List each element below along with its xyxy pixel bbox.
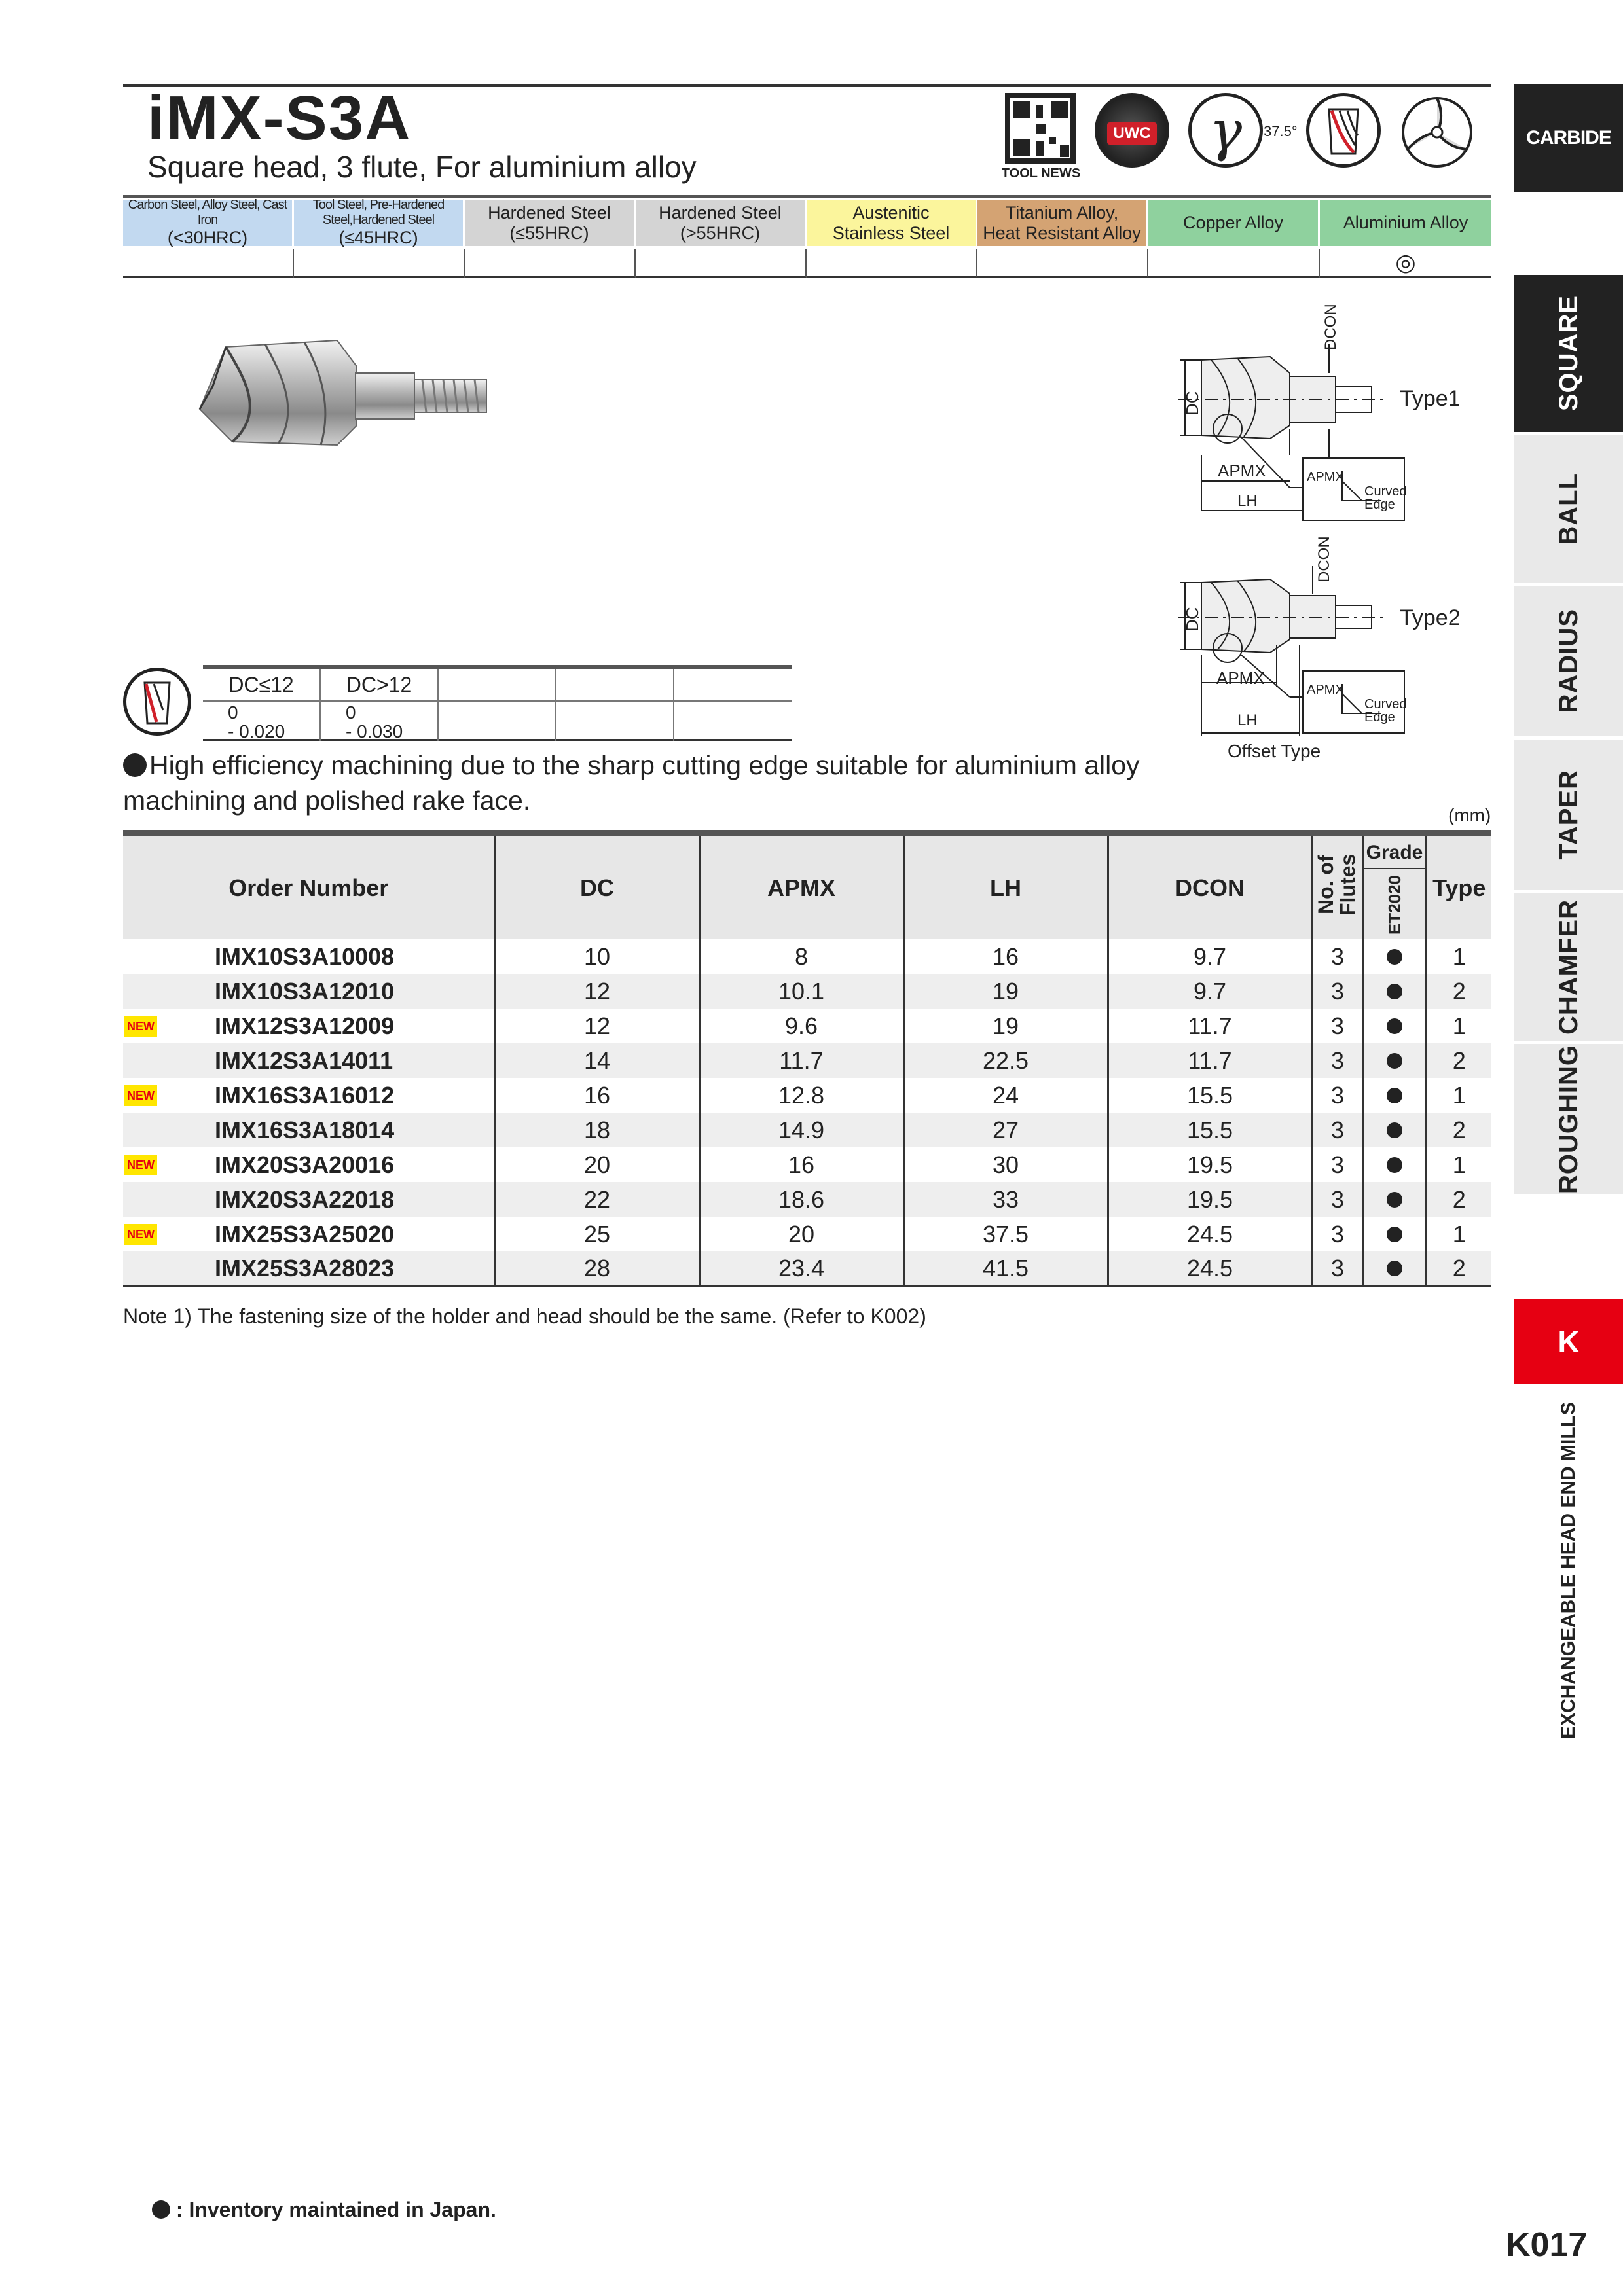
stock-dot-icon — [1387, 1018, 1402, 1034]
table-row — [123, 939, 1491, 974]
order-number-cell: IMX20S3A22018 — [123, 1182, 495, 1217]
dc-cell: 12 — [495, 974, 699, 1009]
tolerance-table — [203, 665, 792, 741]
table-row — [123, 1078, 1491, 1113]
type-cell: 2 — [1426, 1182, 1491, 1217]
stock-dot-icon — [1387, 1157, 1402, 1173]
lh-cell: 16 — [903, 939, 1108, 974]
flutes-cell: 3 — [1312, 974, 1363, 1009]
type1-curved-label: Curved — [1364, 484, 1407, 499]
offset-type-label: Offset Type — [1228, 741, 1321, 761]
flutes-cell: 3 — [1312, 1043, 1363, 1078]
unit-label: (mm) — [1448, 805, 1491, 825]
table-row — [123, 1182, 1491, 1217]
material-hardened-steel-over-55: Hardened Steel (>55HRC) — [636, 200, 807, 246]
tolerance-col-3 — [439, 669, 556, 741]
material-mark-0 — [123, 249, 294, 278]
table-row — [123, 1217, 1491, 1251]
lh-cell: 22.5 — [903, 1043, 1108, 1078]
dcon-cell: 15.5 — [1108, 1113, 1312, 1147]
order-number-cell: NEW IMX16S3A16012 — [123, 1078, 495, 1113]
rake-angle-icon — [1188, 93, 1263, 168]
tolerance-col-4 — [556, 669, 674, 741]
header-grade: Grade ET2020 — [1363, 833, 1426, 939]
tool-news-label: TOOL NEWS — [1001, 166, 1081, 181]
dc-cell: 14 — [495, 1043, 699, 1078]
stock-dot-icon — [1387, 949, 1402, 965]
stock-dot-icon — [1387, 1227, 1402, 1242]
tab-chamfer[interactable]: CHAMFER — [1514, 893, 1623, 1041]
tab-roughing[interactable]: ROUGHING — [1514, 1044, 1623, 1194]
tab-square[interactable]: SQUARE — [1514, 275, 1623, 432]
type-cell: 2 — [1426, 1251, 1491, 1286]
helix-angle-label: 37.5° — [1264, 123, 1298, 139]
flutes-cell: 3 — [1312, 1113, 1363, 1147]
new-badge: NEW — [124, 1224, 157, 1245]
type-cell: 1 — [1426, 1009, 1491, 1043]
dc-cell: 18 — [495, 1113, 699, 1147]
flutes-cell: 3 — [1312, 1009, 1363, 1043]
type-cell: 1 — [1426, 1078, 1491, 1113]
bullet-icon — [123, 753, 147, 777]
page-number: K017 — [1506, 2226, 1588, 2264]
material-mark-1 — [294, 249, 465, 278]
type-cell: 2 — [1426, 974, 1491, 1009]
type-cell: 1 — [1426, 939, 1491, 974]
order-number-cell: IMX12S3A14011 — [123, 1043, 495, 1078]
grade-cell — [1363, 1078, 1426, 1113]
type1-dcon-label: DCON — [1322, 304, 1340, 350]
table-row — [123, 1113, 1491, 1147]
new-badge: NEW — [124, 1085, 157, 1106]
dcon-cell: 24.5 — [1108, 1217, 1312, 1251]
grade-cell — [1363, 1147, 1426, 1182]
tolerance-col-1: DC≤12 0 - 0.020 — [203, 669, 321, 741]
tab-radius[interactable]: RADIUS — [1514, 586, 1623, 736]
lh-cell: 19 — [903, 974, 1108, 1009]
dcon-cell: 9.7 — [1108, 939, 1312, 974]
order-number-cell: NEW IMX25S3A25020 — [123, 1217, 495, 1251]
type1-apmx-label: APMX — [1218, 461, 1266, 480]
lh-cell: 37.5 — [903, 1217, 1108, 1251]
lh-cell: 19 — [903, 1009, 1108, 1043]
dc-cell: 28 — [495, 1251, 699, 1286]
apmx-cell: 12.8 — [699, 1078, 903, 1113]
type2-lh-label: LH — [1237, 711, 1258, 729]
header-type: Type — [1426, 833, 1491, 939]
carbide-tab[interactable]: CARBIDE — [1514, 84, 1623, 192]
lh-cell: 27 — [903, 1113, 1108, 1147]
type-cell: 1 — [1426, 1147, 1491, 1182]
grade-cell — [1363, 1043, 1426, 1078]
dcon-cell: 11.7 — [1108, 1043, 1312, 1078]
grade-cell — [1363, 1113, 1426, 1147]
flutes-cell: 3 — [1312, 1147, 1363, 1182]
grade-cell — [1363, 974, 1426, 1009]
material-hardened-steel-55: Hardened Steel (≤55HRC) — [465, 200, 636, 246]
order-number-cell: IMX16S3A18014 — [123, 1113, 495, 1147]
stock-dot-icon — [1387, 1122, 1402, 1138]
table-row — [123, 974, 1491, 1009]
stock-dot-icon — [152, 2200, 170, 2219]
apmx-cell: 8 — [699, 939, 903, 974]
stock-dot-icon — [1387, 1192, 1402, 1208]
page-title: iMX-S3A — [147, 83, 412, 153]
tolerance-icon — [123, 668, 191, 736]
type2-dc-label: DC — [1182, 607, 1202, 632]
header-order-number: Order Number — [123, 833, 495, 939]
type1-edge-label: Edge — [1364, 497, 1395, 512]
header-flutes: No. of Flutes — [1312, 833, 1363, 939]
table-row — [123, 1251, 1491, 1286]
material-mark-4 — [807, 249, 977, 278]
flutes-cell: 3 — [1312, 1217, 1363, 1251]
table-row — [123, 1147, 1491, 1182]
grade-cell — [1363, 1251, 1426, 1286]
uwc-label: UWC — [1107, 122, 1157, 145]
order-number-cell: IMX25S3A28023 — [123, 1251, 495, 1286]
flutes-cell: 3 — [1312, 1182, 1363, 1217]
material-carbon-steel: Carbon Steel, Alloy Steel, Cast Iron (<30HRC) — [123, 200, 294, 246]
apmx-cell: 23.4 — [699, 1251, 903, 1286]
section-k-tab[interactable]: K — [1514, 1299, 1623, 1384]
dcon-cell: 24.5 — [1108, 1251, 1312, 1286]
type2-dcon-label: DCON — [1315, 536, 1333, 583]
type2-curved-label: Curved — [1364, 697, 1407, 711]
type2-detail-apmx: APMX — [1307, 683, 1344, 697]
material-mark-5 — [977, 249, 1148, 278]
apmx-cell: 20 — [699, 1217, 903, 1251]
flutes-cell: 3 — [1312, 1078, 1363, 1113]
material-mark-3 — [636, 249, 807, 278]
type-cell: 2 — [1426, 1043, 1491, 1078]
header-apmx: APMX — [699, 833, 903, 939]
tab-taper[interactable]: TAPER — [1514, 740, 1623, 890]
stock-dot-icon — [1387, 984, 1402, 999]
material-tool-steel: Tool Steel, Pre-Hardened Steel,Hardened Steel (≤45HRC) — [294, 200, 465, 246]
type1-dc-label: DC — [1182, 391, 1202, 416]
type2-edge-label: Edge — [1364, 710, 1395, 725]
stock-dot-icon — [1387, 1053, 1402, 1069]
qr-code-icon[interactable] — [1005, 93, 1076, 164]
product-spec-table — [123, 830, 1491, 1287]
header-lh: LH — [903, 833, 1108, 939]
apmx-cell: 14.9 — [699, 1113, 903, 1147]
helix-angle-icon — [1306, 93, 1381, 168]
material-austenitic-stainless: Austenitic Stainless Steel — [807, 200, 977, 246]
header-dc: DC — [495, 833, 699, 939]
tolerance-col-5 — [674, 669, 792, 741]
grade-cell — [1363, 1217, 1426, 1251]
order-number-cell: IMX10S3A10008 — [215, 942, 395, 970]
table-row — [123, 1009, 1491, 1043]
material-mark-6 — [1148, 249, 1320, 278]
section-name: EXCHANGEABLE HEAD END MILLS — [1558, 1402, 1579, 1740]
dimension-diagram — [1139, 291, 1506, 776]
dcon-cell: 9.7 — [1108, 974, 1312, 1009]
dcon-cell: 19.5 — [1108, 1147, 1312, 1182]
table-row — [123, 1043, 1491, 1078]
dc-cell: 16 — [495, 1078, 699, 1113]
new-badge: NEW — [124, 1016, 157, 1037]
order-number-cell: NEW IMX12S3A12009 — [123, 1009, 495, 1043]
dc-cell: 12 — [495, 1009, 699, 1043]
feature-description: High efficiency machining due to the sharp cutting edge suitable for aluminium alloy machining and polished rake face. — [123, 750, 1140, 816]
material-mark-aluminium: ◎ — [1320, 249, 1491, 278]
grade-cell — [1363, 939, 1426, 974]
dc-cell: 22 — [495, 1182, 699, 1217]
material-titanium-alloy: Titanium Alloy, Heat Resistant Alloy — [977, 200, 1148, 246]
stock-dot-icon — [1387, 1261, 1402, 1276]
type1-detail-apmx: APMX — [1307, 470, 1344, 484]
tolerance-col-2: DC>12 0 - 0.030 — [321, 669, 439, 741]
flutes-cell: 3 — [1312, 939, 1363, 974]
material-mark-2 — [465, 249, 636, 278]
grade-cell — [1363, 1182, 1426, 1217]
type1-label: Type1 — [1400, 386, 1461, 411]
dc-cell: 20 — [495, 1147, 699, 1182]
tab-ball[interactable]: BALL — [1514, 435, 1623, 583]
type-cell: 1 — [1426, 1217, 1491, 1251]
dc-cell: 25 — [495, 1217, 699, 1251]
uwc-coating-icon — [1095, 93, 1169, 168]
dcon-cell: 15.5 — [1108, 1078, 1312, 1113]
type-cell: 2 — [1426, 1113, 1491, 1147]
lh-cell: 30 — [903, 1147, 1108, 1182]
header-dcon: DCON — [1108, 833, 1312, 939]
type2-label: Type2 — [1400, 605, 1461, 630]
material-copper-alloy: Copper Alloy — [1148, 200, 1320, 246]
three-flute-icon — [1398, 93, 1472, 168]
dcon-cell: 11.7 — [1108, 1009, 1312, 1043]
order-number-cell: IMX10S3A12010 — [123, 974, 495, 1009]
page-subtitle: Square head, 3 flute, For aluminium alloy — [147, 150, 697, 184]
stock-dot-icon — [1387, 1088, 1402, 1103]
dc-cell: 10 — [495, 939, 699, 974]
rake-symbol: γ — [1209, 99, 1243, 163]
apmx-cell: 11.7 — [699, 1043, 903, 1078]
apmx-cell: 9.6 — [699, 1009, 903, 1043]
product-image — [187, 314, 501, 471]
lh-cell: 24 — [903, 1078, 1108, 1113]
type1-lh-label: LH — [1237, 492, 1258, 510]
material-aluminium-alloy: Aluminium Alloy — [1320, 200, 1491, 246]
order-number-cell: NEW IMX20S3A20016 — [123, 1147, 495, 1182]
apmx-cell: 18.6 — [699, 1182, 903, 1217]
material-suitability-table — [123, 195, 1491, 278]
apmx-cell: 16 — [699, 1147, 903, 1182]
inventory-footnote: : Inventory maintained in Japan. — [152, 2198, 496, 2222]
type2-apmx-label: APMX — [1216, 668, 1265, 688]
flutes-cell: 3 — [1312, 1251, 1363, 1286]
new-badge: NEW — [124, 1155, 157, 1175]
grade-cell — [1363, 1009, 1426, 1043]
lh-cell: 33 — [903, 1182, 1108, 1217]
fastening-note: Note 1) The fastening size of the holder and head should be the same. (Refer to K002) — [123, 1304, 926, 1328]
dcon-cell: 19.5 — [1108, 1182, 1312, 1217]
apmx-cell: 10.1 — [699, 974, 903, 1009]
lh-cell: 41.5 — [903, 1251, 1108, 1286]
